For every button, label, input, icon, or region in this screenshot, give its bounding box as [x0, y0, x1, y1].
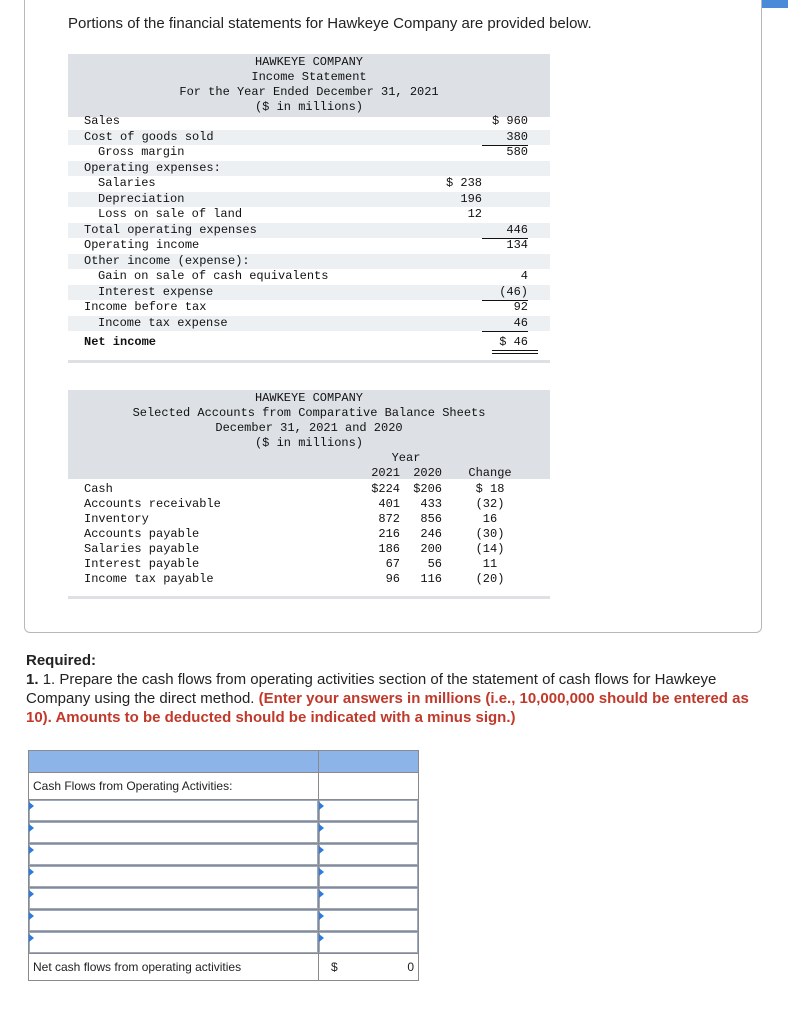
bs-row-label: Accounts receivable: [84, 497, 221, 511]
amount-input[interactable]: [319, 888, 418, 909]
bs-company-name: HAWKEYE COMPANY: [254, 391, 364, 405]
bs-row-change: (30): [475, 527, 505, 541]
is-row-cogs: Cost of goods sold 380: [68, 130, 550, 146]
amount-input[interactable]: [319, 910, 418, 931]
bs-row: [68, 557, 550, 572]
worksheet-section-row: [29, 773, 419, 800]
worksheet-input-row: [29, 866, 419, 888]
is-row-income-tax: Income tax expense 46: [68, 316, 550, 332]
bs-row-label: Income tax payable: [84, 572, 214, 586]
amount-input[interactable]: [319, 800, 418, 821]
bs-row-2021: 96: [385, 572, 400, 586]
description-input[interactable]: [29, 800, 318, 821]
amount-input[interactable]: [319, 844, 418, 865]
bs-row-label: Cash: [84, 482, 113, 496]
is-row-loss-land: Loss on sale of land 12: [68, 207, 550, 223]
bs-title: Selected Accounts from Comparative Balance Sheets: [132, 406, 486, 420]
dropdown-marker-icon: [29, 912, 34, 920]
is-row-gross-margin: Gross margin 580: [98, 145, 528, 159]
income-statement-bottom-rule: [68, 360, 550, 363]
total-label: Net cash flows from operating activities: [33, 960, 242, 974]
required-note: (Enter your answers in millions (i.e., 10,000,000 should be entered as 10). Amounts to be deducted should be indicated with a minus sign.): [26, 690, 749, 726]
is-row-sales: Sales $ 960: [84, 114, 528, 128]
bs-row-2021: 67: [385, 557, 400, 571]
total-value[interactable]: 0: [407, 960, 414, 974]
bs-row: [68, 512, 550, 527]
amount-input[interactable]: [319, 822, 418, 843]
bs-row-change: 11: [482, 557, 498, 571]
dropdown-marker-icon: [29, 868, 34, 876]
worksheet-input-row: [29, 844, 419, 866]
bs-row: [68, 482, 550, 497]
bs-row-2021: 872: [378, 512, 400, 526]
required-section: [26, 651, 776, 727]
worksheet-total-row: [29, 954, 419, 981]
statement-units: ($ in millions): [254, 100, 364, 114]
bs-row-2021: $224: [371, 482, 400, 496]
dropdown-marker-icon: [29, 846, 34, 854]
bs-row-2020: 246: [420, 527, 442, 541]
worksheet-input-row: [29, 910, 419, 932]
worksheet-input-row: [29, 932, 419, 954]
description-input[interactable]: [29, 932, 318, 953]
bs-row-2021: 216: [378, 527, 400, 541]
bs-row-2020: 56: [427, 557, 442, 571]
worksheet-input-row: [29, 822, 419, 844]
is-row-opex-header: Operating expenses:: [68, 161, 550, 177]
bs-row-change: 16: [482, 512, 498, 526]
dropdown-marker-icon: [29, 934, 34, 942]
intro-text: Portions of the financial statements for Hawkeye Company are provided below.: [68, 15, 592, 32]
company-name: HAWKEYE COMPANY: [254, 55, 364, 69]
input-marker-icon: [319, 890, 324, 898]
description-input[interactable]: [29, 888, 318, 909]
bs-row-2020: 856: [420, 512, 442, 526]
bs-row-2020: $206: [413, 482, 442, 496]
description-input[interactable]: [29, 844, 318, 865]
bs-row-label: Accounts payable: [84, 527, 200, 541]
balance-sheet-bottom-rule: [68, 596, 550, 599]
input-marker-icon: [319, 846, 324, 854]
cash-flow-worksheet: [28, 750, 419, 981]
is-row-other-income-header: Other income (expense):: [68, 254, 550, 270]
bs-row-label: Salaries payable: [84, 542, 200, 556]
bs-row-change: (14): [475, 542, 505, 556]
bs-row-change: (20): [475, 572, 505, 586]
dropdown-marker-icon: [29, 890, 34, 898]
description-input[interactable]: [29, 822, 318, 843]
bs-row: [68, 497, 550, 512]
bs-row-label: Interest payable: [84, 557, 200, 571]
amount-input[interactable]: [319, 932, 418, 953]
statement-title: Income Statement: [251, 70, 367, 84]
is-row-interest-expense: Interest expense (46): [68, 285, 550, 301]
is-row-income-before-tax: Income before tax 92: [84, 300, 528, 314]
bs-units: ($ in millions): [254, 436, 364, 450]
bs-dates: December 31, 2021 and 2020: [215, 421, 403, 435]
dropdown-marker-icon: [29, 824, 34, 832]
input-marker-icon: [319, 912, 324, 920]
is-row-operating-income: Operating income 134: [84, 238, 528, 252]
worksheet-input-row: [29, 888, 419, 910]
input-marker-icon: [319, 868, 324, 876]
net-income-double-underline: [492, 350, 538, 354]
section-label: Cash Flows from Operating Activities:: [33, 779, 233, 793]
bs-row-2021: 186: [378, 542, 400, 556]
total-currency: $: [331, 960, 338, 974]
is-row-depreciation: Depreciation 196: [68, 192, 550, 208]
description-input[interactable]: [29, 910, 318, 931]
bs-row-change: (32): [475, 497, 505, 511]
bs-col-change: Change: [468, 466, 512, 480]
required-title: Required:: [26, 652, 97, 669]
bs-row-2020: 433: [420, 497, 442, 511]
amount-input[interactable]: [319, 866, 418, 887]
dropdown-marker-icon: [29, 802, 34, 810]
bs-row: [68, 572, 550, 587]
worksheet-input-row: [29, 800, 419, 822]
input-marker-icon: [319, 934, 324, 942]
bs-year-label: Year: [391, 451, 421, 465]
bs-col-2021: 2021: [371, 466, 400, 480]
is-row-net-income: Net income $ 46: [84, 335, 528, 349]
required-text: 1. Prepare the cash flows from operating activities section of the statement of cash flows for Hawkeye Company using the direct method.: [26, 671, 717, 707]
input-marker-icon: [319, 802, 324, 810]
description-input[interactable]: [29, 866, 318, 887]
is-row-salaries: Salaries $ 238: [98, 176, 482, 190]
worksheet-header-row: [29, 751, 419, 773]
income-statement-header: [68, 54, 550, 117]
bs-row: [68, 527, 550, 542]
bs-row-2020: 116: [420, 572, 442, 586]
bs-row-label: Inventory: [84, 512, 149, 526]
bs-row-2020: 200: [420, 542, 442, 556]
bs-row-2021: 401: [378, 497, 400, 511]
bs-row: [68, 542, 550, 557]
statement-period: For the Year Ended December 31, 2021: [179, 85, 439, 99]
input-marker-icon: [319, 824, 324, 832]
is-row-total-opex: Total operating expenses 446: [68, 223, 550, 239]
required-instructions: 1. 1. Prepare the cash flows from operating activities section of the statement of cash flows for Hawkeye Company using the direct method. (Enter your answers in millions (i.e., 10,000,000 should be entered as 10). Amounts to be deducted should be indicated with a minus sign.): [26, 671, 749, 726]
is-row-gain-cash-eq: Gain on sale of cash equivalents 4: [98, 269, 528, 283]
bs-col-2020: 2020: [413, 466, 442, 480]
bs-row-change: $ 18: [475, 482, 505, 496]
